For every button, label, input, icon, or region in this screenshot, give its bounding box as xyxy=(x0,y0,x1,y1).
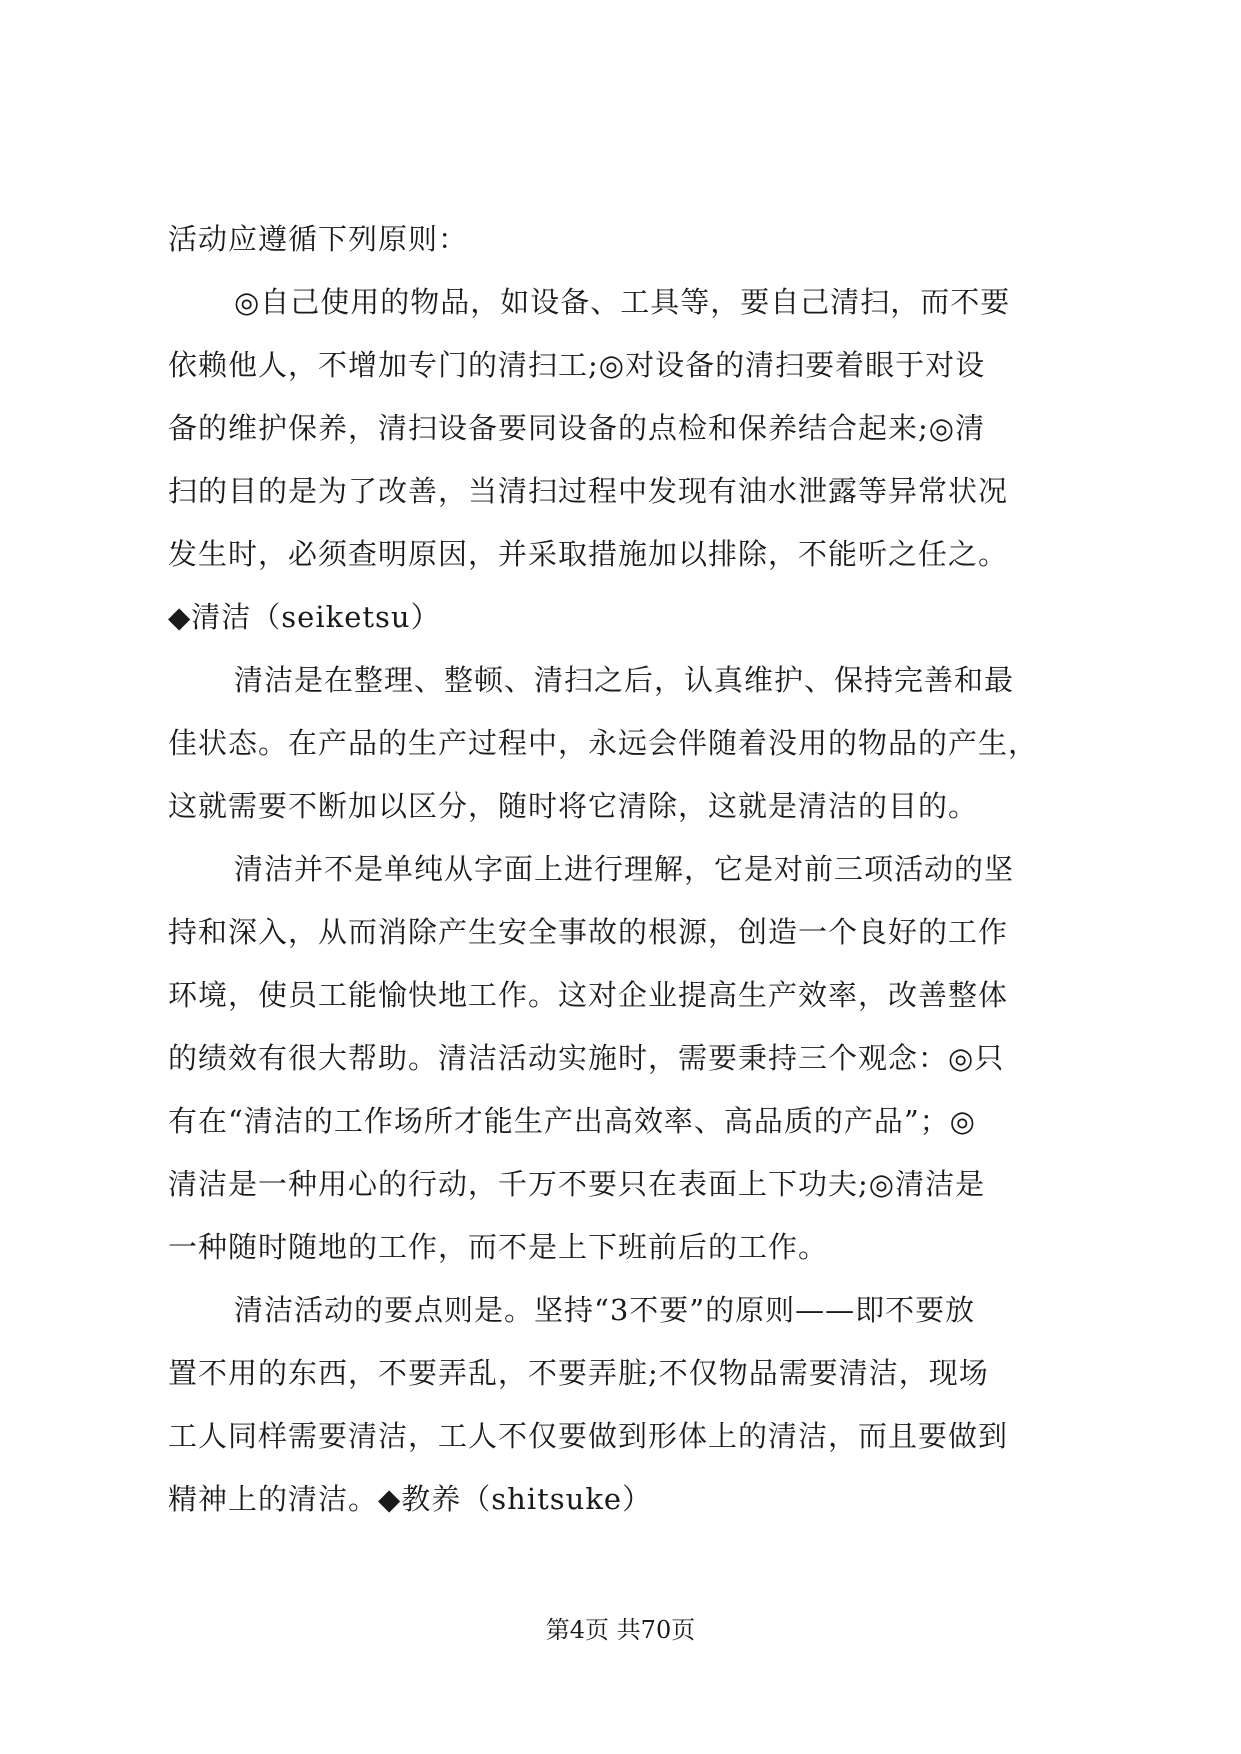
text-line: 依赖他人，不增加专门的清扫工;◎对设备的清扫要着眼于对设 xyxy=(168,348,986,382)
text-line: 清洁是在整理、整顿、清扫之后，认真维护、保持完善和最 xyxy=(234,663,1015,697)
text-line: ◎自己使用的物品，如设备、工具等，要自己清扫，而不要 xyxy=(234,285,1011,319)
page-number-footer: 第4页 共70页 xyxy=(545,1616,696,1644)
text-line: 活动应遵循下列原则： xyxy=(168,222,469,256)
text-line: 清洁是一种用心的行动，千万不要只在表面上下功夫;◎清洁是 xyxy=(168,1167,986,1201)
text-line: 置不用的东西，不要弄乱，不要弄脏;不仅物品需要清洁，现场 xyxy=(168,1356,989,1390)
text-line: 有在“清洁的工作场所才能生产出高效率、高品质的产品”；◎ xyxy=(168,1104,976,1138)
text-line: 工人同样需要清洁，工人不仅要做到形体上的清洁，而且要做到 xyxy=(168,1419,1009,1453)
section-heading: ◆清洁（seiketsu） xyxy=(168,600,441,634)
document-body xyxy=(168,208,1088,1531)
text-line: 清洁活动的要点则是。坚持“3不要”的原则——即不要放 xyxy=(234,1293,976,1327)
text-line: 环境，使员工能愉快地工作。这对企业提高生产效率，改善整体 xyxy=(168,978,1009,1012)
text-line: 这就需要不断加以区分，随时将它清除，这就是清洁的目的。 xyxy=(168,789,979,823)
text-line: 备的维护保养，清扫设备要同设备的点检和保养结合起来;◎清 xyxy=(168,411,986,445)
text-line: 精神上的清洁。◆教养（shitsuke） xyxy=(168,1482,653,1516)
text-line: 发生时，必须查明原因，并采取措施加以排除，不能听之任之。 xyxy=(168,537,1009,571)
text-line: 扫的目的是为了改善，当清扫过程中发现有油水泄露等异常状况 xyxy=(168,474,1009,508)
text-line: 一种随时随地的工作，而不是上下班前后的工作。 xyxy=(168,1230,829,1264)
text-line: 佳状态。在产品的生产过程中，永远会伴随着没用的物品的产生， xyxy=(168,726,1039,760)
text-line: 的绩效有很大帮助。清洁活动实施时，需要秉持三个观念：◎只 xyxy=(168,1041,1005,1075)
text-line: 清洁并不是单纯从字面上进行理解，它是对前三项活动的坚 xyxy=(234,852,1015,886)
text-line: 持和深入，从而消除产生安全事故的根源，创造一个良好的工作 xyxy=(168,915,1009,949)
